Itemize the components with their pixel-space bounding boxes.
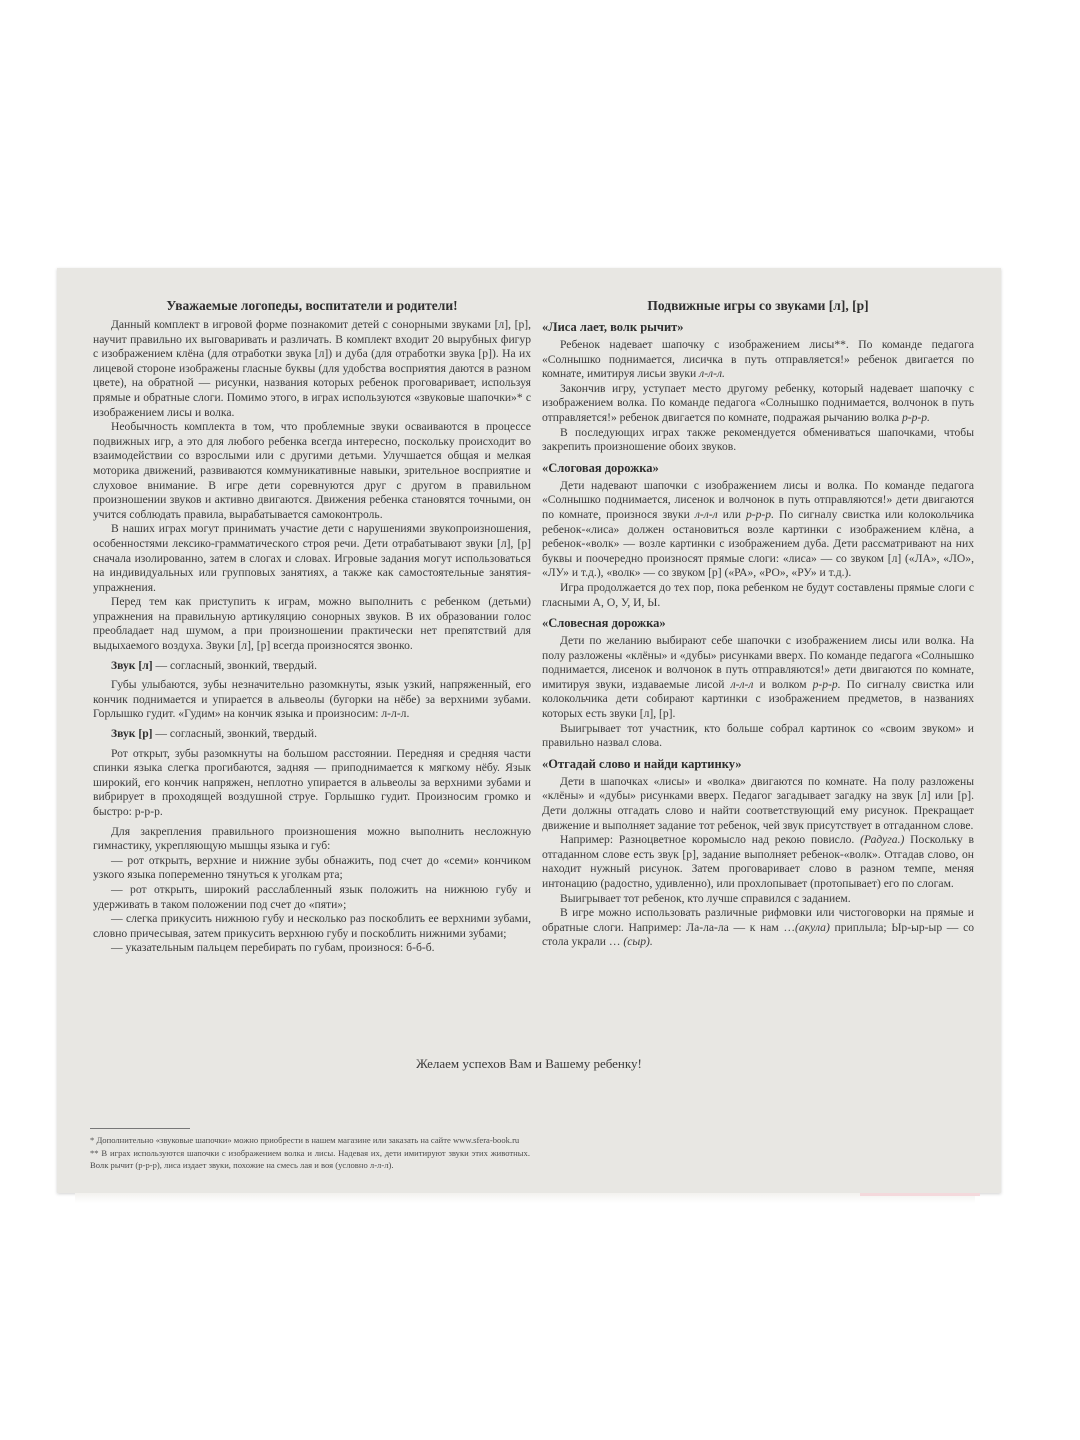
game1-p2 [542, 382, 974, 426]
sound-italic: р-р-р. [901, 410, 930, 424]
game4-title: «Отгадай слово и найди картинку» [542, 756, 742, 771]
footnote-1: * Дополнительно «звуковые шапочки» можно приобрести в нашем магазине или заказать на сайте www.sfera-book.ru [90, 1135, 520, 1145]
sound-l-label: Звук [л] [111, 658, 153, 672]
sound-r-label: Звук [р] [111, 727, 153, 741]
footnote-2: ** В играх используются шапочки с изображением волка и лисы. Надевая их, дети имитируют звуки этих животных. Волк рычит (р-р-р), лиса издает звуки, похожие на смесь лая и воя (условно л-л-л). [90, 1147, 530, 1170]
right-title: Подвижные игры со звуками [л], [р] [647, 298, 869, 313]
footnotes [90, 1134, 530, 1172]
footnote-rule [90, 1128, 190, 1129]
text-run: Дети надевают шапочки с изображением лисы и волка. По команде педагога «Солнышко поднимается, лисенок и волчонок в путь отправляются!» дети двигаются по комнате, произнося звуки [542, 478, 974, 521]
game1-p1 [542, 338, 974, 382]
sound-l-text: Губы улыбаются, зубы незначительно разомкнуты, язык узкий, напряженный, его кончик поднимается и упирается в альвеолы (бугорки на нёбе) за верхними зубами. Горлышко гудит. «Гудим» на кончик языка и произносим: л-л-л. [93, 678, 531, 721]
sound-italic: р-р-р. [812, 677, 841, 691]
gym-item: — слегка прикусить нижнюю губу и несколько раз поскоблить ее верхними зубами, словно причесывая, затем прикусить верхнюю губу и поскоблить нижними зубами; [93, 912, 531, 940]
sound-italic: л-л-л [730, 677, 754, 691]
uniqueness-paragraph: Необычность комплекта в том, что проблемные звуки осваиваются в процессе подвижных игр, а это для любого ребенка всегда интересно, поскольку происходит во взаимодействии со взрослыми или с другими детьми. Улучшается общая и мелкая моторика движений, развиваются коммуникативные навыки, зрительное восприятие и слуховое внимание. В игре дети соревнуются друг с другом в правильном произношении звуков и активно двигаются. Движения ребенка становятся точными, он учится соблюдать правила, вырабатывается самоконтроль. [93, 420, 531, 521]
closing-wish: Желаем успехов Вам и Вашему ребенку! [416, 1056, 642, 1071]
participants-paragraph: В наших играх могут принимать участие дети с нарушениями звукопроизношения, особенностями лексико-грамматического строя речи. Дети отрабатывают звуки [л], [р] сначала изолированно, затем в слогах и словах. Игровые задания могут использоваться на индивидуальных или групповых занятиях, а также как самостоятельные занятия-упражнения. [93, 522, 531, 594]
text-run: В игре можно использовать различные рифмовки или чистоговорки на прямые и обратные слоги. Например: Ла-ла-ла — к нам … [542, 906, 974, 934]
text-run: По сигналу свистка или колокольчика ребенок-«лиса» должен остановиться возле картинки с изображением клёна, а ребенок-«волк» — возле картинки с изображением дуба. Дети рассматривают на них буквы и поочередно произносят прямые слоги: «лиса» — со звуком [л] («ЛА», «ЛО», «ЛУ» и т.д.), «волк» — со звуком [р] («РА», «РО», «РУ» и т.д.). [542, 507, 975, 580]
text-run: Ребенок надевает шапочку с изображением лисы**. По команде педагога «Солнышко поднимается, лисичка в путь отправляется!» ребенок двигается по комнате, имитируя лисьи звуки [542, 338, 974, 381]
game1-p3: В последующих играх также рекомендуется обмениваться шапочками, чтобы закрепить произношение обоих звуков. [542, 425, 974, 454]
game4-p2 [542, 833, 974, 891]
answer-italic: (сыр). [623, 935, 653, 949]
sound-r-text: Рот открыт, зубы разомкнуты на большом расстоянии. Передняя и средняя части спинки языка слегка прогибаются, задняя — приподнимается к мягкому нёбу. Язык широкий, его кончик напряжен, неплотно упирается в альвеолы за верхними зубами и вибрирует в проходящей воздушной струе. Горлышко гудит. Произносим громко и быстро: р-р-р. [93, 746, 531, 818]
gym-item: — указательным пальцем перебирать по губам, произнося: б-б-б. [111, 941, 435, 955]
left-column [93, 298, 531, 956]
text-run: и волком [753, 677, 813, 691]
game3-p2: Выигрывает тот участник, кто больше собрал картинок со «своим звуком» и правильно назвал слова. [542, 721, 974, 750]
right-column [542, 298, 974, 950]
sheet-colored-edge [860, 1193, 980, 1196]
answer-italic: (акула) [795, 920, 830, 934]
game3-p1 [542, 634, 974, 722]
text-run: Например: Разноцветное коромысло над рекою повисло. [560, 833, 861, 847]
sound-l-desc: — согласный, звонкий, твердый. [152, 658, 318, 672]
game4-p1: Дети в шапочках «лисы» и «волка» двигаются по комнате. На полу разложены «клёны» и «дубы» рисунками вверх. Педагог загадывает загадку на звук [л] или [р]. Дети должны отгадать слово и найти соответствующий ему рисунок. Прекращает движение и выполняет задание тот ребенок, чей звук присутствует в отгаданном слове. [542, 774, 974, 832]
game2-p1 [542, 479, 974, 581]
sound-italic: л-л-л [694, 507, 718, 521]
sound-l-heading [93, 659, 531, 674]
articulation-paragraph: Перед тем как приступить к играм, можно выполнить с ребенком (детьми) упражнения на правильную артикуляцию сонорных звуков. В их образовании голос преобладает над шумом, а при произношении практически нет препятствий для выдыхаемого воздуха. Звуки [л], [р] всегда произносятся звонко. [93, 595, 531, 653]
game1-title: «Лиса лает, волк рычит» [542, 320, 684, 334]
text-run: Дети по желанию выбирают себе шапочки с изображением лисы или волка. На полу разложены «клёны» и «дубы» рисунками вверх. По команде педагога «Солнышко поднимается, лисенок и волчонок в путь отправляются!» дети двигаются по комнате, имитируя звуки, издаваемые лисой [542, 634, 974, 691]
sound-r-desc: — согласный, звонкий, твердый. [152, 727, 317, 741]
game2-title: «Слоговая дорожка» [542, 460, 659, 475]
text-run: приплыла; Ыр-ыр-ыр — со стола украли … [542, 920, 975, 949]
text-run: Поскольку в отгаданном слове есть звук [р], задание выполняет ребенок-«волк». Отгадав слово, он находит нужный рисунок. Затем проговаривает слово в разном темпе, меняя интонацию (радостно, удивленно), или прохлопывает (протопывает) его по слогам. [542, 833, 974, 890]
game3-title: «Словесная дорожка» [542, 616, 666, 631]
text-run: Закончив игру, уступает место другому ребенку, который надевает шапочку с изображением волка. По команде педагога «Солнышко поднимается, волчонок в путь отправляется!» ребенок двигается по комнате, подражая рычанию волка [542, 381, 974, 424]
gym-item: — рот открыть, широкий расслабленный язык положить на нижнюю губу и удерживать в таком положении под счет до «пяти»; [93, 882, 531, 911]
gym-item: — рот открыть, верхние и нижние зубы обнажить, под счет до «семи» кончиком узкого языка попеременно тянуться к уголкам рта; [93, 853, 531, 882]
sound-italic: л-л-л. [699, 367, 725, 381]
sound-r-heading [93, 727, 531, 742]
game4-p4 [542, 906, 974, 950]
game4-p3: Выигрывает тот ребенок, кто лучше справился с заданием. [560, 891, 851, 905]
text-run: или [717, 507, 746, 521]
instruction-sheet [57, 268, 1001, 1193]
sheet-lower-edge [75, 1193, 975, 1203]
game2-p2: Игра продолжается до тех пор, пока ребенком не будут составлены прямые слоги с гласными А, О, У, И, Ы. [542, 580, 974, 609]
left-title: Уважаемые логопеды, воспитатели и родители! [166, 298, 458, 313]
answer-italic: (Радуга.) [860, 833, 905, 847]
sound-italic: р-р-р. [745, 507, 774, 521]
text-run: По сигналу свистка или колокольчика дети собирают картинки с изображением предметов, в названиях которых есть звуки [л], [р]. [542, 677, 974, 721]
gym-intro: Для закрепления правильного произношения можно выполнить несложную гимнастику, укрепляющую мышцы языка и губ: [93, 824, 531, 853]
intro-paragraph: Данный комплект в игровой форме познакомит детей с сонорными звуками [л], [р], научит правильно их выговаривать и различать. В комплект входит 20 вырубных фигур с изображением клёна (для отработки звука [л]) и дуба (для отработки звука [р]). На их лицевой стороне изображены гласные буквы (для удобства восприятия даются в разном цвете), на обратной — рисунки, названия которых ребенок проговаривает, используя прямые и обратные слоги. Помимо этого, в играх используются «звуковые шапочки»* с изображением лисы и волка. [93, 318, 531, 419]
